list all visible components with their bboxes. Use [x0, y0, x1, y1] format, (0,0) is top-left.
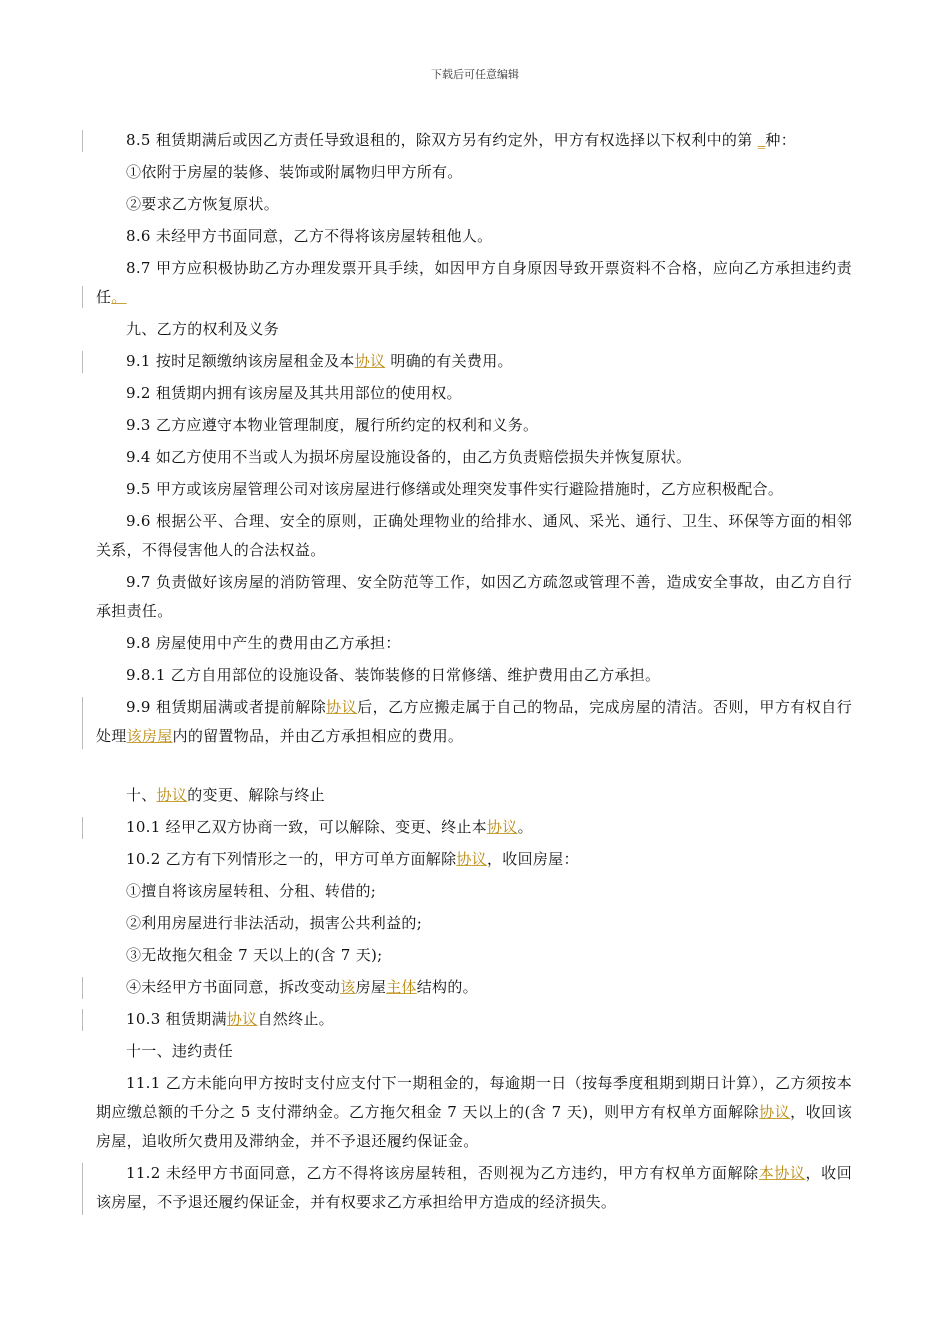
paragraph-p97 — [96, 568, 852, 626]
paragraph-text: 9.7 负责做好该房屋的消防管理、安全防范等工作，如因乙方疏忽或管理不善，造成安全事故，由乙方自行承担责任。 — [96, 573, 852, 620]
paragraph-text: 内的留置物品，并由乙方承担相应的费用。 — [172, 727, 464, 745]
paragraph-p102a — [96, 877, 852, 906]
paragraph-p111 — [96, 1069, 852, 1156]
paragraph-text: 8.5 租赁期满后或因乙方责任导致退租的，除双方另有约定外，甲方有权选择以下权利中的第 — [126, 131, 758, 149]
paragraph-text: 9.5 甲方或该房屋管理公司对该房屋进行修缮或处理突发事件实行避险措施时，乙方应积极配合。 — [126, 480, 784, 498]
paragraph-text: 11.2 未经甲方书面同意，乙方不得将该房屋转租，否则视为乙方违约，甲方有权单方面解除 — [126, 1164, 759, 1182]
link-text[interactable]: 协议 — [759, 1103, 791, 1121]
page-header: 下载后可任意编辑 — [431, 68, 519, 81]
paragraph-p101 — [96, 813, 852, 842]
paragraph-p87 — [96, 254, 852, 312]
paragraph-text: ①依附于房屋的装修、装饰或附属物归甲方所有。 — [126, 163, 463, 181]
revision-bar — [82, 1163, 83, 1215]
paragraph-text: ，收回房屋： — [486, 850, 579, 868]
link-text[interactable]: 协议 — [156, 786, 188, 804]
paragraph-p99 — [96, 693, 852, 751]
link-text[interactable]: 协议 — [486, 818, 518, 836]
paragraph-p102 — [96, 845, 852, 874]
paragraph-text: 房屋 — [355, 978, 387, 996]
paragraph-text: 9.8.1 乙方自用部位的设施设备、装饰装修的日常修缮、维护费用由乙方承担。 — [126, 666, 661, 684]
paragraph-text: 10.1 经甲乙双方协商一致，可以解除、变更、终止本 — [126, 818, 487, 836]
paragraph-p94 — [96, 443, 852, 472]
paragraph-text: ②要求乙方恢复原状。 — [126, 195, 280, 213]
paragraph-text: 结构的。 — [416, 978, 478, 996]
paragraph-text: 自然终止。 — [257, 1010, 334, 1028]
paragraph-text: ，收回该房屋，不予退还履约保证金，并有权要求乙方承担给甲方造成的经济损失。 — [96, 1164, 852, 1211]
paragraph-text: 种： — [765, 131, 797, 149]
link-text[interactable]: 协议 — [354, 352, 386, 370]
paragraph-text: ④未经甲方书面同意，拆改变动 — [126, 978, 341, 996]
link-text[interactable]: 主体 — [386, 978, 417, 996]
paragraph-p98 — [96, 629, 852, 658]
paragraph-text: 十、 — [126, 786, 157, 804]
link-text[interactable]: 。 — [111, 288, 127, 306]
revision-bar — [82, 130, 83, 152]
revision-bar — [82, 697, 83, 749]
paragraph-p102b — [96, 909, 852, 938]
paragraph-p92 — [96, 379, 852, 408]
revision-bar — [82, 351, 83, 373]
paragraph-text: 十一、违约责任 — [126, 1042, 234, 1060]
paragraph-text: 9.2 租赁期内拥有该房屋及其共用部位的使用权。 — [126, 384, 462, 402]
document-body — [96, 126, 852, 1220]
paragraph-p85 — [96, 126, 852, 155]
paragraph-text: 11.1 乙方未能向甲方按时支付应支付下一期租金的，每逾期一日（按每季度租期到期日计算），乙方须按本期应缴总额的千分之 5 支付滞纳金。乙方拖欠租金 7 天以上的(含 7 天)，则甲方有权单方面解除 — [96, 1074, 852, 1121]
paragraph-p102d — [96, 973, 852, 1002]
paragraph-text: 九、乙方的权利及义务 — [126, 320, 280, 338]
paragraph-text: ，收回该房屋，追收所欠费用及滞纳金，并不予退还履约保证金。 — [96, 1103, 852, 1150]
link-text[interactable]: 该房屋 — [126, 727, 173, 745]
paragraph-p93 — [96, 411, 852, 440]
paragraph-text: 后，乙方应搬走属于自己的物品，完成房屋的清洁。否则，甲方有权自行处理 — [96, 698, 853, 745]
link-text[interactable]: 协议 — [326, 698, 358, 716]
revision-bar — [82, 977, 83, 999]
paragraph-s9 — [96, 315, 852, 344]
paragraph-text: 。 — [517, 818, 533, 836]
link-text[interactable]: 协议 — [456, 850, 487, 868]
paragraph-p85a — [96, 158, 852, 187]
paragraph-p85b — [96, 190, 852, 219]
paragraph-text: 9.1 按时足额缴纳该房屋租金及本 — [126, 352, 355, 370]
paragraph-text: 8.6 未经甲方书面同意，乙方不得将该房屋转租他人。 — [126, 227, 493, 245]
revision-bar — [82, 817, 83, 839]
link-text[interactable]: 协议 — [226, 1010, 258, 1028]
link-text[interactable]: _ — [757, 131, 766, 149]
paragraph-text: 9.4 如乙方使用不当或人为损坏房屋设施设备的，由乙方负责赔偿损失并恢复原状。 — [126, 448, 692, 466]
paragraph-p112 — [96, 1159, 852, 1217]
paragraph-s11 — [96, 1037, 852, 1066]
paragraph-text: ③无故拖欠租金 7 天以上的(含 7 天); — [126, 946, 383, 964]
paragraph-text: 10.2 乙方有下列情形之一的，甲方可单方面解除 — [126, 850, 457, 868]
paragraph-text: 明确的有关费用。 — [385, 352, 513, 370]
paragraph-p86 — [96, 222, 852, 251]
paragraph-p103 — [96, 1005, 852, 1034]
paragraph-text: 9.6 根据公平、合理、安全的原则，正确处理物业的给排水、通风、采光、通行、卫生、环保等方面的相邻关系，不得侵害他人的合法权益。 — [96, 512, 852, 559]
paragraph-p981 — [96, 661, 852, 690]
paragraph-p102c — [96, 941, 852, 970]
paragraph-text: 9.3 乙方应遵守本物业管理制度，履行所约定的权利和义务。 — [126, 416, 539, 434]
paragraph-p96 — [96, 507, 852, 565]
paragraph-text: 9.9 租赁期届满或者提前解除 — [126, 698, 327, 716]
paragraph-p95 — [96, 475, 852, 504]
paragraph-text: 8.7 甲方应积极协助乙方办理发票开具手续，如因甲方自身原因导致开票资料不合格，应向乙方承担违约责任 — [96, 259, 852, 306]
paragraph-text: ①擅自将该房屋转租、分租、转借的; — [126, 882, 377, 900]
paragraph-text: 的变更、解除与终止 — [187, 786, 325, 804]
paragraph-text: ②利用房屋进行非法活动，损害公共利益的; — [126, 914, 423, 932]
link-text[interactable]: 该 — [340, 978, 356, 996]
paragraph-p91 — [96, 347, 852, 376]
revision-bar — [82, 286, 83, 308]
paragraph-text: 9.8 房屋使用中产生的费用由乙方承担： — [126, 634, 401, 652]
paragraph-text: 10.3 租赁期满 — [126, 1010, 227, 1028]
link-text[interactable]: 本协议 — [758, 1164, 806, 1182]
paragraph-s10 — [96, 781, 852, 810]
revision-bar — [82, 1009, 83, 1031]
